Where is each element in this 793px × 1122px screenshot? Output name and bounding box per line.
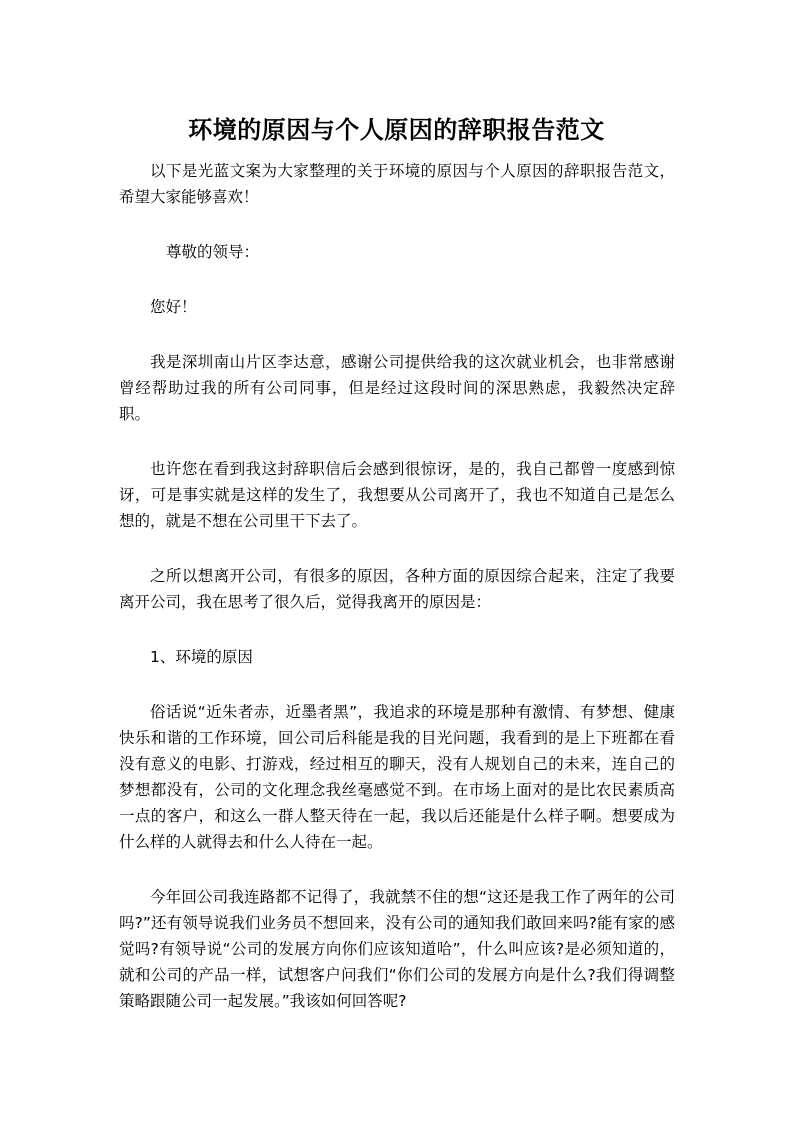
paragraph-gap: [119, 265, 675, 294]
body-paragraph: 今年回公司我连路都不记得了，我就禁不住的想“这还是我工作了两年的公司吗?”还有领导说我们业务员不想回来，没有公司的通知我们敢回来吗?能有家的感觉吗?有领导说“公司的发展方向你们应该知道哈”，什么叫应该?是必须知道的，就和公司的产品一样，试想客户问我们“你们公司的发展方向是什么?我们得调整策略跟随公司一起发展。”我该如何回答呢?: [119, 888, 675, 1010]
body-paragraph: 俗话说“近朱者赤，近墨者黑”，我追求的环境是那种有激情、有梦想、健康快乐和谐的工作环境，回公司后科能是我的目光问题，我看到的是上下班都在看没有意义的电影、打游戏，经过相互的聊天，没有人规划自己的未来，连自己的梦想都没有，公司的文化理念我丝毫感觉不到。在市场上面对的是比农民素质高一点的客户，和这么一群人整天待在一起，我以后还能是什么样子啊。想要成为什么样的人就得去和什么人待在一起。: [119, 703, 675, 851]
body-paragraph: 也许您在看到我这封辞职信后会感到很惊讶，是的，我自己都曾一度感到惊讶，可是事实就是这样的发生了，我想要从公司离开了，我也不知道自己是怎么想的，就是不想在公司里干下去了。: [119, 460, 675, 530]
paragraph-gap: [119, 534, 675, 563]
paragraph-gap: [119, 615, 675, 644]
paragraph-gap: [119, 210, 675, 239]
greeting: 您好！: [150, 298, 197, 316]
document-body: [119, 158, 675, 1014]
paragraph-gap: [119, 427, 675, 456]
salutation: 尊敬的领导：: [166, 243, 260, 261]
body-paragraph: 我是深圳南山片区李达意，感谢公司提供给我的这次就业机会，也非常感谢曾经帮助过我的所有公司同事，但是经过这段时间的深思熟虑，我毅然决定辞职。: [119, 353, 675, 423]
section-heading: 1、环境的原因: [150, 648, 253, 666]
body-paragraph: 之所以想离开公司，有很多的原因，各种方面的原因综合起来，注定了我要离开公司，我在思考了很久后，觉得我离开的原因是：: [119, 567, 675, 611]
paragraph-gap: [119, 320, 675, 349]
document-title: 环境的原因与个人原因的辞职报告范文: [188, 116, 605, 144]
paragraph-gap: [119, 855, 675, 884]
intro-paragraph: 以下是光蓝文案为大家整理的关于环境的原因与个人原因的辞职报告范文，希望大家能够喜欢！: [119, 162, 675, 206]
paragraph-gap: [119, 670, 675, 699]
